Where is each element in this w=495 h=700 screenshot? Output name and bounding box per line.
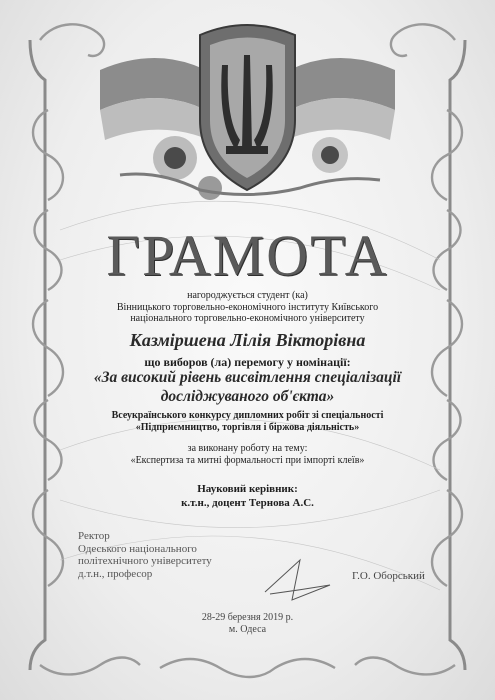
date-block	[0, 612, 495, 636]
rector-university-line-1: Одеського національного	[78, 542, 197, 555]
rector-title: Ректор	[78, 530, 110, 542]
supervisor-name: к.т.н., доцент Тернова А.С.	[181, 497, 314, 509]
contest-line-1: Всеукраїнського конкурсу дипломних робіт зі спеціальності	[111, 410, 384, 421]
certificate-title: ГРАМОТА	[106, 223, 389, 288]
topic-intro: за виконану роботу на тему:	[187, 443, 308, 454]
rector-name: Г.О. Оборський	[352, 570, 425, 582]
rector-university-line-2: політехнічного університету	[78, 555, 212, 567]
institute-line-2: національного торговельно-економічного університету	[130, 313, 365, 324]
nomination-intro: що виборов (ла) перемогу у номінації:	[144, 355, 351, 369]
recipient-name: Казміршена Лілія Вікторівна	[129, 330, 366, 350]
nomination-line-1: «За високий рівень висвітлення спеціалізації	[93, 369, 402, 386]
contest-line-2: «Підприємництво, торгівля і біржова діяльність»	[135, 422, 360, 433]
rector-degree: д.т.н., професор	[78, 567, 153, 580]
event-city: м. Одеса	[228, 624, 267, 635]
nomination-line-2: досліджуваного об'єкта»	[160, 388, 335, 405]
awarded-line: нагороджується студент (ка)	[187, 290, 308, 301]
supervisor-label: Науковий керівник:	[197, 483, 298, 495]
topic-title: «Експертиза та митні формальності при імпорті клеїв»	[130, 455, 365, 466]
event-date: 28-29 березня 2019 р.	[201, 612, 294, 623]
institute-line-1: Вінницького торговельно-економічного інституту Київського	[116, 302, 379, 313]
